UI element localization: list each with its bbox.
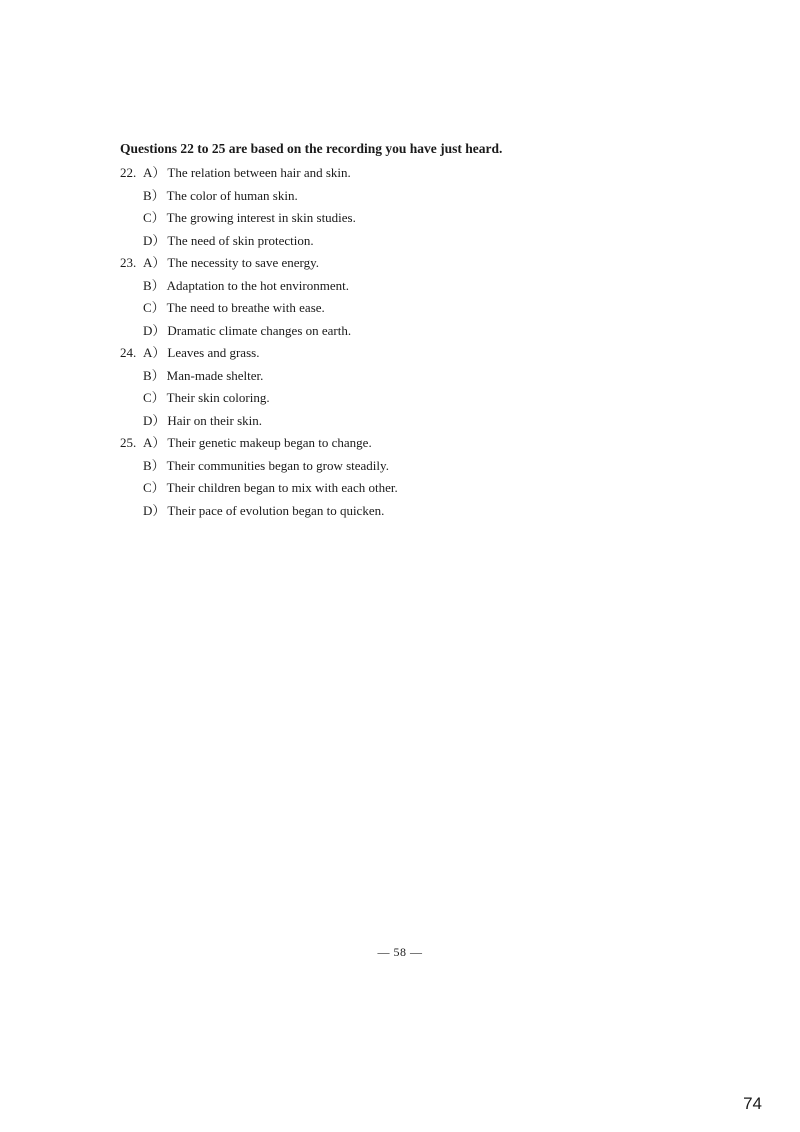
question-25-option-c — [120, 477, 398, 500]
option-letter: A） — [143, 345, 166, 360]
question-23-option-d — [120, 320, 398, 343]
question-number: 24. — [120, 345, 137, 360]
question-list — [120, 162, 398, 522]
option-letter: C） — [143, 210, 165, 225]
option-letter: D） — [143, 502, 166, 518]
option-letter: A） — [143, 165, 166, 180]
option-letter: C） — [143, 480, 165, 495]
option-text: The necessity to save energy. — [167, 255, 320, 270]
option-text: Man-made shelter. — [166, 367, 264, 383]
option-letter: D） — [143, 412, 166, 428]
question-25-option-b — [120, 455, 398, 478]
option-text: Hair on their skin. — [167, 412, 262, 428]
question-24-option-c — [120, 387, 398, 410]
option-letter: C） — [143, 390, 165, 405]
question-24-option-d — [120, 410, 398, 433]
question-number: 23. — [120, 255, 137, 270]
option-letter: B） — [143, 187, 165, 203]
option-text: Their pace of evolution began to quicken. — [167, 502, 385, 518]
option-text: Their communities began to grow steadily. — [166, 457, 389, 473]
option-text: Dramatic climate changes on earth. — [167, 322, 352, 338]
option-letter: B） — [143, 457, 165, 473]
question-23-option-c — [120, 297, 398, 320]
option-letter: D） — [143, 322, 166, 338]
option-letter: A） — [143, 435, 166, 450]
question-22-option-a — [120, 162, 398, 185]
option-letter: A） — [143, 255, 166, 270]
corner-page-number: 74 — [743, 1094, 762, 1113]
question-22-option-d — [120, 230, 398, 253]
question-22-option-b — [120, 185, 398, 208]
option-text: Their genetic makeup began to change. — [167, 435, 372, 450]
question-23-option-a — [120, 252, 398, 275]
question-number: 22. — [120, 165, 137, 180]
option-text: The need to breathe with ease. — [166, 300, 325, 315]
question-22-option-c — [120, 207, 398, 230]
option-text: The need of skin protection. — [167, 232, 314, 248]
option-text: The growing interest in skin studies. — [166, 210, 356, 225]
option-text: Their children began to mix with each other. — [166, 480, 398, 495]
question-25-option-d — [120, 500, 398, 523]
option-text: Adaptation to the hot environment. — [166, 277, 349, 293]
section-heading: Questions 22 to 25 are based on the recording you have just heard. — [120, 141, 503, 156]
option-letter: B） — [143, 277, 165, 293]
question-number: 25. — [120, 435, 137, 450]
option-letter: C） — [143, 300, 165, 315]
option-text: Leaves and grass. — [167, 345, 260, 360]
question-23-option-b — [120, 275, 398, 298]
question-25-option-a — [120, 432, 398, 455]
question-24-option-b — [120, 365, 398, 388]
option-letter: B） — [143, 367, 165, 383]
option-text: The color of human skin. — [166, 187, 298, 203]
option-letter: D） — [143, 232, 166, 248]
page-number: — 58 — — [377, 945, 423, 959]
option-text: Their skin coloring. — [166, 390, 270, 405]
question-24-option-a — [120, 342, 398, 365]
option-text: The relation between hair and skin. — [167, 165, 351, 180]
